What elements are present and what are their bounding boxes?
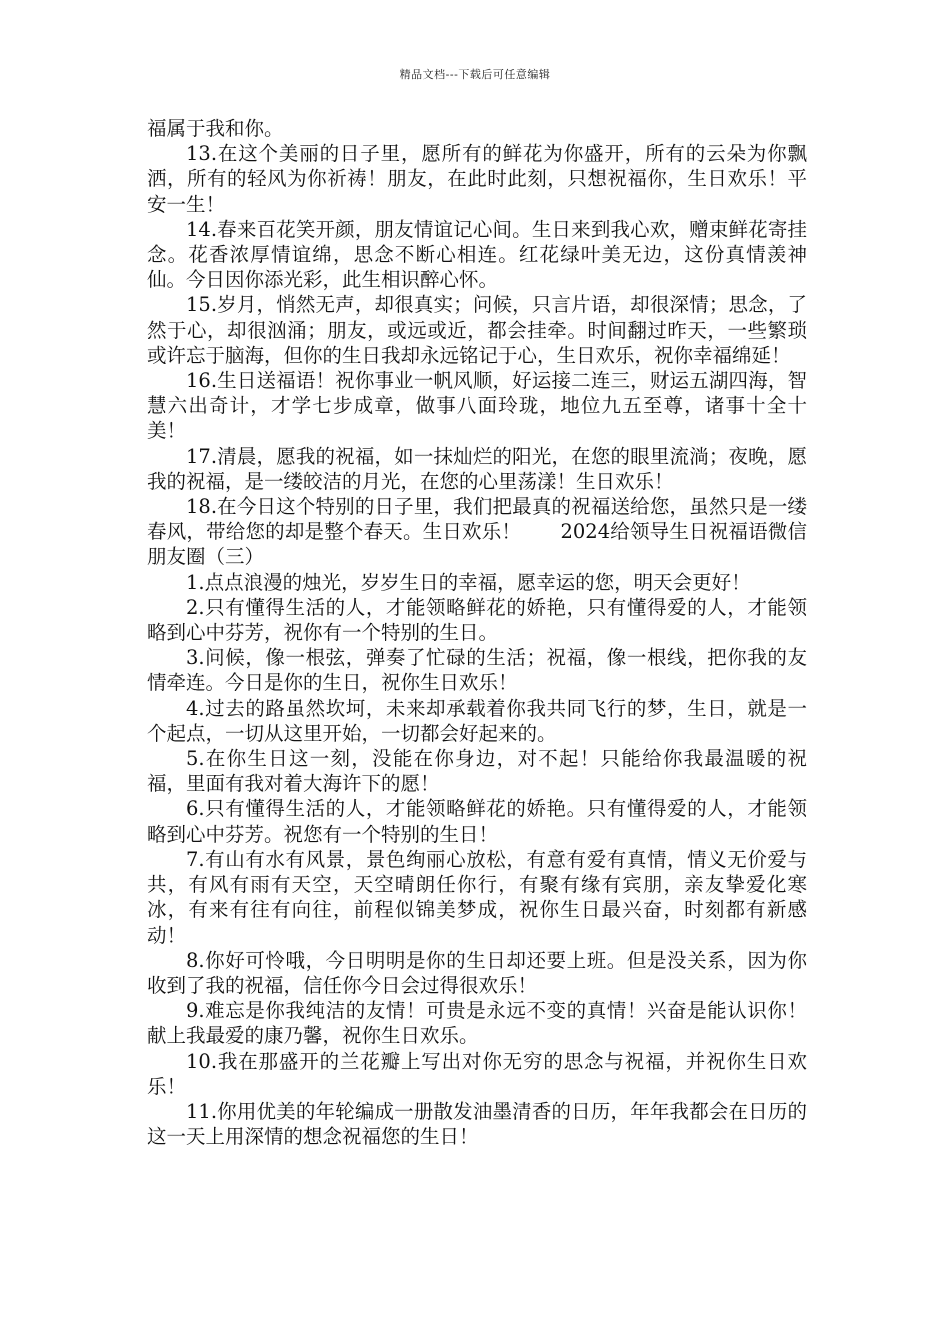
page-header: 精品文档---下载后可任意编辑: [399, 68, 551, 81]
paragraph: 4.过去的路虽然坎坷，未来却承载着你我共同飞行的梦，生日，就是一个起点，一切从这里开始，一切都会好起来的。: [147, 696, 807, 745]
paragraph: 16.生日送福语！祝你事业一帆风顺，好运接二连三，财运五湖四海，智慧六出奇计，才学七步成章，做事八面玲珑，地位九五至尊，诸事十全十美！: [147, 369, 807, 443]
paragraph: 10.我在那盛开的兰花瓣上写出对你无穷的思念与祝福，并祝你生日欢乐！: [147, 1049, 807, 1098]
paragraph: 5.在你生日这一刻，没能在你身边，对不起！只能给你我最温暖的祝福，里面有我对着大海许下的愿！: [147, 747, 807, 796]
paragraph: 13.在这个美丽的日子里，愿所有的鲜花为你盛开，所有的云朵为你飘洒，所有的轻风为你祈祷！朋友，在此时此刻，只想祝福你，生日欢乐！平安一生！: [147, 142, 807, 216]
paragraph: 14.春来百花笑开颜，朋友情谊记心间。生日来到我心欢，赠束鲜花寄挂念。花香浓厚情谊绵，思念不断心相连。红花绿叶美无边，这份真情羡神仙。今日因你添光彩，此生相识醉心怀。: [147, 217, 807, 292]
paragraph: 8.你好可怜哦，今日明明是你的生日却还要上班。但是没关系，因为你收到了我的祝福，信任你今日会过得很欢乐！: [147, 948, 807, 997]
paragraph: 17.清晨，愿我的祝福，如一抹灿烂的阳光，在您的眼里流淌；夜晚，愿我的祝福，是一缕皎洁的月光，在您的心里荡漾！生日欢乐！: [147, 444, 807, 493]
paragraph: 15.岁月，悄然无声，却很真实；问候，只言片语，却很深情；思念，了然于心，却很汹涌；朋友，或远或近，都会挂牵。时间翻过昨天，一些繁琐或许忘于脑海，但你的生日我却永远铭记于心，生日欢乐，祝你幸福绵延！: [147, 293, 807, 367]
paragraph: 2.只有懂得生活的人，才能领略鲜花的娇艳，只有懂得爱的人，才能领略到心中芬芳，祝你有一个特别的生日。: [147, 595, 807, 645]
paragraph: 9.难忘是你我纯洁的友情！可贵是永远不变的真情！兴奋是能认识你！献上我最爱的康乃馨，祝你生日欢乐。: [147, 999, 807, 1048]
paragraph: 福属于我和你。: [147, 117, 284, 140]
paragraph: 1.点点浪漫的烛光，岁岁生日的幸福，愿幸运的您，明天会更好！: [186, 570, 751, 594]
paragraph: 18.在今日这个特别的日子里，我们把最真的祝福送给您，虽然只是一缕春风，带给您的却是整个春天。生日欢乐！ 2024给领导生日祝福语微信朋友圈（三）: [147, 495, 807, 569]
document-body: [147, 116, 807, 1149]
paragraph: 11.你用优美的年轮编成一册散发油墨清香的日历，年年我都会在日历的这一天上用深情的想念祝福您的生日！: [147, 1099, 807, 1149]
paragraph: 6.只有懂得生活的人，才能领略鲜花的娇艳。只有懂得爱的人，才能领略到心中芬芳。祝您有一个特别的生日！: [147, 797, 807, 846]
paragraph: 3.问候，像一根弦，弹奏了忙碌的生活；祝福，像一根线，把你我的友情牵连。今日是你的生日，祝你生日欢乐！: [147, 646, 807, 695]
paragraph: 7.有山有水有风景，景色绚丽心放松，有意有爱有真情，情义无价爱与共，有风有雨有天空，天空晴朗任你行，有聚有缘有宾朋，亲友挚爱化寒冰，有来有往有向往，前程似锦美梦成，祝你生日最兴奋，时刻都有新感动！: [147, 847, 807, 947]
